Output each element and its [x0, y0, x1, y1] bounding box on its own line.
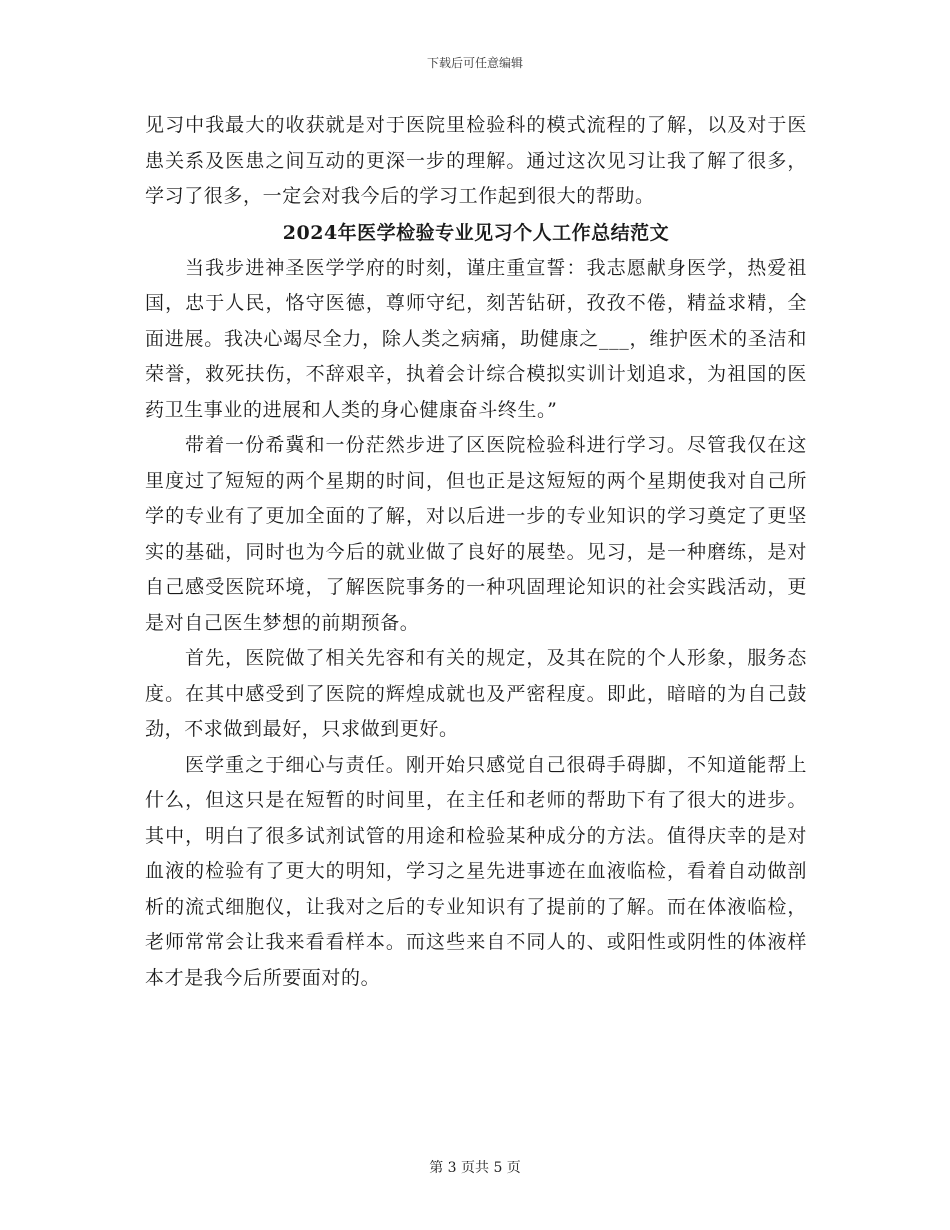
- paragraph-medical-responsibility: 医学重之于细心与责任。刚开始只感觉自己很碍手碍脚，不知道能帮上什么，但这只是在短暂的时间里，在主任和老师的帮助下有了很大的进步。其中，明白了很多试剂试管的用途和检验某种成分的方法。值得庆幸的是对血液的检验有了更大的明知，学习之星先进事迹在血液临检，看着自动做剖析的流式细胞仪，让我对之后的专业知识有了提前的了解。而在体液临检，老师常常会让我来看看样本。而这些来自不同人的、或阳性或阴性的体液样本才是我今后所要面对的。: [145, 753, 807, 989]
- paragraph-hospital-intro: 首先，医院做了相关先容和有关的规定，及其在院的个人形象，服务态度。在其中感受到了医院的辉煌成就也及严密程度。即此，暗暗的为自己鼓劲，不求做到最好，只求做到更好。: [145, 647, 807, 740]
- document-body: [145, 108, 807, 996]
- section-title: 2024年医学检验专业见习个人工作总结范文: [282, 221, 670, 244]
- page-header: 下载后可任意编辑: [426, 56, 523, 70]
- paragraph-continuation: 见习中我最大的收获就是对于医院里检验科的模式流程的了解，以及对于医患关系及医患之间互动的更深一步的理解。通过这次见习让我了解了很多，学习了很多，一定会对我今后的学习工作起到很大的帮助。: [145, 114, 807, 207]
- page-footer: 第 3 页共 5 页: [429, 1160, 521, 1176]
- paragraph-oath: 当我步进神圣医学学府的时刻，谨庄重宣誓：我志愿献身医学，热爱祖国，忠于人民，恪守医德，尊师守纪，刻苦钻研，孜孜不倦，精益求精，全面进展。我决心竭尽全力，除人类之病痛，助健康之___，维护医术的圣洁和荣誉，救死扶伤，不辞艰辛，执着会计综合模拟实训计划追求，为祖国的医药卫生事业的进展和人类的身心健康奋斗终生。”: [145, 256, 807, 421]
- paragraph-internship: 带着一份希冀和一份茫然步进了区医院检验科进行学习。尽管我仅在这里度过了短短的两个星期的时间，但也正是这短短的两个星期使我对自己所学的专业有了更加全面的了解，对以后进一步的专业知识的学习奠定了更坚实的基础，同时也为今后的就业做了良好的展垫。见习，是一种磨练，是对自己感受医院环境，了解医院事务的一种巩固理论知识的社会实践活动，更是对自己医生梦想的前期预备。: [145, 434, 807, 634]
